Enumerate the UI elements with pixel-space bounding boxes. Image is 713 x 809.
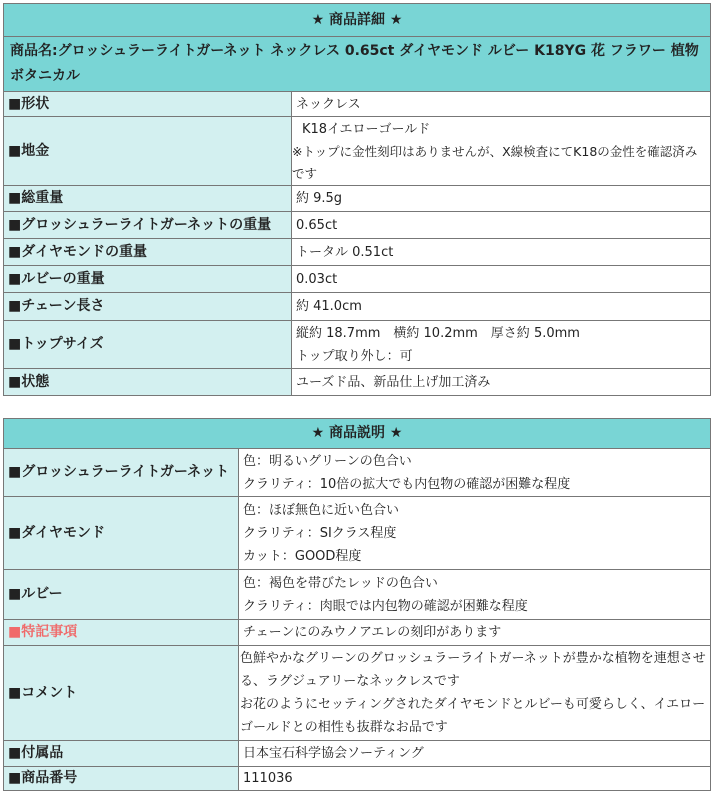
desc-label: ■付属品	[4, 741, 239, 767]
detail-label: ■ダイヤモンドの重量	[4, 239, 292, 266]
detail-row-chain-length	[4, 293, 711, 321]
desc-value	[239, 570, 711, 620]
detail-value	[292, 212, 711, 239]
desc-value	[239, 767, 711, 791]
desc-value	[239, 497, 711, 570]
detail-heading: ★ 商品詳細 ★	[4, 4, 711, 37]
value-line: 縦約 18.7mm 横約 10.2mm 厚さ約 5.0mm	[296, 325, 580, 341]
value-line: 色：ほぼ無色に近い色合い	[243, 502, 400, 518]
detail-row-diamond-weight	[4, 239, 711, 266]
desc-value	[239, 620, 711, 646]
desc-row-comment	[4, 646, 711, 741]
detail-label: ■地金	[4, 117, 292, 186]
value-line: 111036	[243, 771, 293, 786]
value-line: 約 9.5g	[296, 191, 343, 206]
desc-row-product-number	[4, 767, 711, 791]
value-line: クラリティ：SIクラス程度	[243, 525, 397, 541]
detail-row-metal	[4, 117, 711, 186]
value-line: 0.65ct	[296, 217, 338, 233]
value-line: お花のようにセッティングされたダイヤモンドとルビーも可愛らしく、イエローゴールドとの相性も抜群なお品です	[240, 697, 706, 735]
value-line: ユーズド品、新品仕上げ加工済み	[296, 374, 491, 390]
value-line: 色鮮やかなグリーンのグロッシュラーライトガーネットが豊かな植物を連想させる、ラグジュアリーなネックレスです	[240, 651, 706, 689]
detail-header-row	[4, 4, 711, 37]
value-line: クラリティ：肉眼では内包物の確認が困難な程度	[243, 598, 528, 614]
detail-row-condition	[4, 369, 711, 396]
detail-value	[292, 92, 711, 117]
desc-label: ■ダイヤモンド	[4, 497, 239, 570]
desc-row-accessories	[4, 741, 711, 767]
detail-value	[292, 117, 711, 186]
detail-value	[292, 369, 711, 396]
detail-value	[292, 186, 711, 212]
product-name-row	[4, 37, 711, 92]
detail-row-garnet-weight	[4, 212, 711, 239]
desc-label: ■コメント	[4, 646, 239, 741]
detail-label: ■チェーン長さ	[4, 293, 292, 321]
value-line: ネックレス	[296, 96, 361, 112]
detail-label: ■グロッシュラーライトガーネットの重量	[4, 212, 292, 239]
product-detail-table	[3, 3, 711, 396]
value-line: トップ取り外し：可	[296, 348, 413, 364]
detail-row-top-size	[4, 321, 711, 369]
value-line: 色：明るいグリーンの色合い	[243, 453, 412, 469]
value-line: K18イエローゴールド	[302, 121, 431, 137]
desc-row-ruby	[4, 570, 711, 620]
desc-label: ■ルビー	[4, 570, 239, 620]
desc-value	[239, 449, 711, 497]
desc-label-highlight: ■特記事項	[4, 620, 239, 646]
desc-label: ■商品番号	[4, 767, 239, 791]
product-name: 商品名:グロッシュラーライトガーネット ネックレス 0.65ct ダイヤモンド ルビー K18YG 花 フラワー 植物 ボタニカル	[4, 37, 711, 92]
desc-value	[239, 646, 711, 741]
value-line: 約 41.0cm	[296, 299, 362, 314]
detail-label: ■ルビーの重量	[4, 266, 292, 293]
value-line: カット：GOOD程度	[243, 548, 362, 564]
detail-label: ■総重量	[4, 186, 292, 212]
value-line: 日本宝石科学協会ソーティング	[243, 746, 424, 761]
value-line: 色：褐色を帯びたレッドの色合い	[243, 575, 438, 591]
description-header-row	[4, 419, 711, 449]
desc-label: ■グロッシュラーライトガーネット	[4, 449, 239, 497]
detail-label: ■トップサイズ	[4, 321, 292, 369]
value-line: 0.03ct	[296, 271, 338, 287]
desc-value	[239, 741, 711, 767]
value-line: トータル 0.51ct	[296, 244, 394, 260]
product-description-table	[3, 418, 711, 791]
desc-row-garnet	[4, 449, 711, 497]
desc-row-diamond	[4, 497, 711, 570]
value-line: クラリティ：10倍の拡大でも内包物の確認が困難な程度	[243, 476, 571, 492]
detail-value	[292, 293, 711, 321]
detail-value	[292, 266, 711, 293]
detail-value	[292, 239, 711, 266]
detail-label: ■形状	[4, 92, 292, 117]
detail-value	[292, 321, 711, 369]
detail-label: ■状態	[4, 369, 292, 396]
detail-row-total-weight	[4, 186, 711, 212]
detail-row-ruby-weight	[4, 266, 711, 293]
description-heading: ★ 商品説明 ★	[4, 419, 711, 449]
value-line: ※トップに金性刻印はありませんが、X線検査にてK18の金性を確認済みです	[292, 143, 698, 181]
detail-row-shape	[4, 92, 711, 117]
desc-row-special-notes	[4, 620, 711, 646]
value-line: チェーンにのみウノアエレの刻印があります	[243, 625, 502, 640]
